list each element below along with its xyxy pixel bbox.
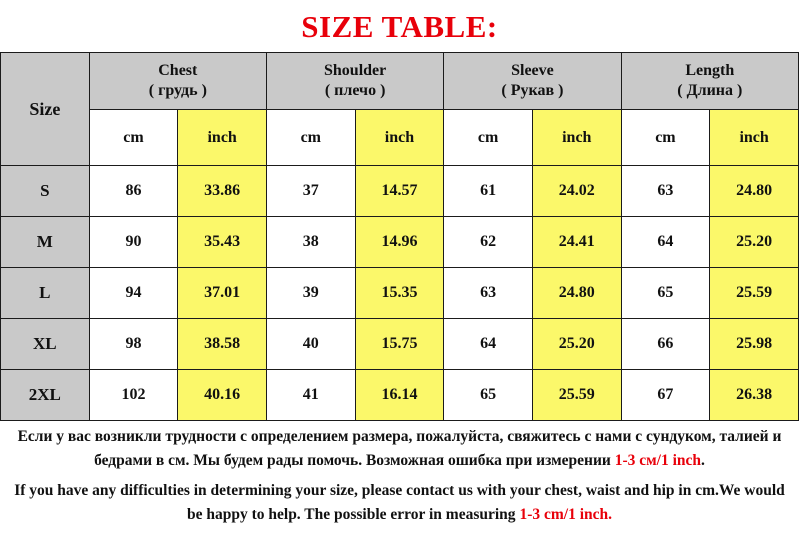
- row-size-label: 2XL: [1, 370, 90, 421]
- cell-length-inch: 25.59: [710, 268, 799, 319]
- cell-shoulder-inch: 15.75: [355, 319, 444, 370]
- table-row: [1, 319, 799, 370]
- unit-header-shoulder-inch: inch: [355, 110, 444, 166]
- cell-shoulder-cm: 38: [266, 217, 355, 268]
- note-english-text: If you have any difficulties in determining your size, please contact us with your chest, waist and hip in cm.We would be happy to help. The possible error in measuring: [14, 482, 785, 524]
- cell-chest-cm: 102: [89, 370, 178, 421]
- cell-sleeve-cm: 61: [444, 166, 533, 217]
- note-english-highlight: 1-3 cm/1 inch.: [519, 506, 612, 524]
- group-header-length-ru: ( Длина ): [677, 82, 743, 100]
- cell-chest-inch: 33.86: [178, 166, 267, 217]
- page-title: SIZE TABLE:: [301, 9, 498, 44]
- cell-length-cm: 66: [621, 319, 710, 370]
- group-header-sleeve: [444, 53, 621, 110]
- cell-chest-cm: 90: [89, 217, 178, 268]
- cell-sleeve-cm: 65: [444, 370, 533, 421]
- cell-shoulder-inch: 14.96: [355, 217, 444, 268]
- cell-sleeve-inch: 24.02: [532, 166, 621, 217]
- table-row: [1, 268, 799, 319]
- group-header-chest: [89, 53, 266, 110]
- size-column-header-label: Size: [29, 98, 61, 119]
- cell-length-cm: 67: [621, 370, 710, 421]
- unit-header-shoulder-cm: cm: [266, 110, 355, 166]
- cell-chest-cm: 94: [89, 268, 178, 319]
- group-header-length: [621, 53, 798, 110]
- cell-length-inch: 25.98: [710, 319, 799, 370]
- unit-header-length-cm: cm: [621, 110, 710, 166]
- group-header-chest-ru: ( грудь ): [148, 82, 207, 100]
- cell-shoulder-cm: 40: [266, 319, 355, 370]
- unit-header-sleeve-inch: inch: [532, 110, 621, 166]
- unit-header-length-inch: inch: [710, 110, 799, 166]
- cell-length-cm: 65: [621, 268, 710, 319]
- cell-length-cm: 64: [621, 217, 710, 268]
- cell-sleeve-cm: 64: [444, 319, 533, 370]
- cell-sleeve-cm: 62: [444, 217, 533, 268]
- unit-header-chest-cm: cm: [89, 110, 178, 166]
- group-header-length-en: Length: [685, 62, 735, 80]
- cell-shoulder-cm: 39: [266, 268, 355, 319]
- row-size-label: L: [1, 268, 90, 319]
- cell-length-inch: 26.38: [710, 370, 799, 421]
- cell-sleeve-inch: 25.59: [532, 370, 621, 421]
- cell-shoulder-cm: 41: [266, 370, 355, 421]
- note-russian-highlight: 1-3 см/1 inch: [614, 452, 702, 470]
- row-size-label: M: [1, 217, 90, 268]
- group-header-chest-en: Chest: [158, 62, 198, 80]
- note-russian: [0, 421, 799, 473]
- cell-sleeve-inch: 24.80: [532, 268, 621, 319]
- cell-sleeve-inch: 25.20: [532, 319, 621, 370]
- table-header-row-units: [1, 110, 799, 166]
- row-size-label: S: [1, 166, 90, 217]
- group-header-shoulder-en: Shoulder: [324, 62, 387, 80]
- note-russian-text: Если у вас возникли трудности с определением размера, пожалуйста, свяжитесь с нами с сундуком, талией и бедрами в см. Мы будем рады помочь. Возможная ошибка при измерении: [17, 428, 782, 470]
- cell-chest-cm: 86: [89, 166, 178, 217]
- group-header-sleeve-ru: ( Рукав ): [501, 82, 564, 100]
- row-size-label: XL: [1, 319, 90, 370]
- cell-chest-inch: 38.58: [178, 319, 267, 370]
- group-header-sleeve-en: Sleeve: [511, 62, 554, 80]
- unit-header-chest-inch: inch: [178, 110, 267, 166]
- note-english: [0, 473, 799, 527]
- table-row: [1, 217, 799, 268]
- size-column-header: [1, 53, 90, 166]
- size-table: [0, 52, 799, 421]
- unit-header-sleeve-cm: cm: [444, 110, 533, 166]
- group-header-shoulder-ru: ( плечо ): [324, 82, 386, 100]
- note-russian-tail: .: [701, 452, 705, 470]
- cell-shoulder-cm: 37: [266, 166, 355, 217]
- cell-length-inch: 24.80: [710, 166, 799, 217]
- cell-shoulder-inch: 15.35: [355, 268, 444, 319]
- table-row: [1, 370, 799, 421]
- cell-chest-inch: 35.43: [178, 217, 267, 268]
- cell-chest-inch: 40.16: [178, 370, 267, 421]
- cell-chest-inch: 37.01: [178, 268, 267, 319]
- cell-shoulder-inch: 14.57: [355, 166, 444, 217]
- group-header-shoulder: [266, 53, 443, 110]
- cell-length-inch: 25.20: [710, 217, 799, 268]
- cell-sleeve-cm: 63: [444, 268, 533, 319]
- cell-shoulder-inch: 16.14: [355, 370, 444, 421]
- cell-sleeve-inch: 24.41: [532, 217, 621, 268]
- table-header-row-groups: [1, 53, 799, 110]
- table-row: [1, 166, 799, 217]
- cell-length-cm: 63: [621, 166, 710, 217]
- cell-chest-cm: 98: [89, 319, 178, 370]
